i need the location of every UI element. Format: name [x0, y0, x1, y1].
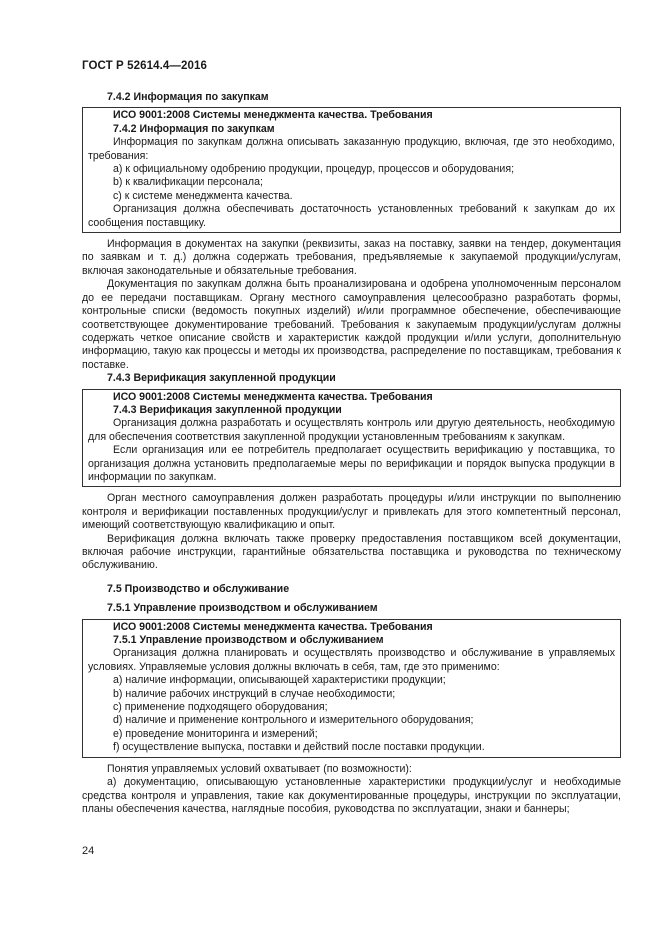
section-title-7-4-3: 7.4.3 Верификация закупленной продукции [107, 372, 336, 385]
list-item: c) применение подходящего оборудования; [113, 701, 328, 714]
iso-clause-title: 7.5.1 Управление производством и обслуживанием [113, 634, 384, 647]
paragraph: Верификация должна включать также проверку предоставления поставщиком всей документации, включая рабочие инструкции, гарантийные обязательства поставщика и руководства по техническому обслуживанию. [82, 532, 621, 572]
paragraph: Организация должна обеспечивать достаточность установленных требований к закупкам до их сообщения поставщику. [88, 203, 615, 229]
spacer [82, 573, 621, 583]
paragraph: Орган местного самоуправления должен разработать процедуры и/или инструкции по выполнению контроля и верификации поставленных продукции/услуг и привлекать для этого компетентный персонал, имеющий соответствующую квалификацию и опыт. [82, 492, 621, 532]
list-item: b) наличие рабочих инструкций в случае необходимости; [113, 687, 396, 700]
paragraph: Если организация или ее потребитель предполагает осуществить верификацию у поставщика, то организация должна установить предполагаемые меры по верификации и порядок выпуска продукции в информации по закупкам. [88, 444, 615, 483]
list-item: b) к квалификации персонала; [113, 176, 263, 189]
iso-quote-box-7-4-2 [82, 107, 621, 233]
document-id: ГОСТ Р 52614.4—2016 [82, 60, 207, 72]
list-item: a) наличие информации, описывающей характеристики продукции; [113, 674, 446, 687]
section-title-7-5: 7.5 Производство и обслуживание [107, 582, 290, 595]
iso-clause-title: 7.4.3 Верификация закупленной продукции [113, 403, 342, 416]
paragraph: Информация по закупкам должна описывать заказанную продукцию, включая, где это необходимо, требования: [88, 136, 615, 162]
iso-quote-box-7-4-3 [82, 389, 621, 488]
paragraph: a) документацию, описывающую установленные характеристики продукции/услуг и необходимые средства контроля и управления, такие как документированные процедуры, инструкции по эксплуатации, планы обеспечения качества, наглядные пособия, руководства по эксплуатации, знаки и баннеры; [82, 776, 621, 815]
paragraph: Понятия управляемых условий охватывает (по возможности): [107, 762, 412, 775]
iso-clause-title: 7.4.2 Информация по закупкам [113, 122, 275, 135]
list-item: d) наличие и применение контрольного и измерительного оборудования; [113, 714, 474, 727]
paragraph: Документация по закупкам должна быть проанализирована и одобрена уполномоченным персоналом до ее передачи поставщикам. Органу местного самоуправления целесообразно разработать формы, контрольные списки (ведомость покупных изделий) и/или программное обеспечение, обеспечивающие соответствующее документирование требований. Требования к закупаемым продукции/услугам должны содержать четкое описание свойств и характеристик каждой продукции и/или услуги, дополнительную информацию, такую как процессы и методы их производства, распределение по поставщикам, требования к поставке. [82, 278, 621, 371]
page-content [82, 91, 621, 816]
iso-standard-heading: ИСО 9001:2008 Системы менеджмента качества. Требования [113, 390, 433, 403]
list-item: c) к системе менеджмента качества. [113, 189, 293, 202]
paragraph: Организация должна планировать и осуществлять производство и обслуживание в управляемых условиях. Управляемые условия должны включать в себя, там, где это применимо: [88, 647, 615, 673]
paragraph: Информация в документах на закупки (реквизиты, заказ на поставку, заявки на тендер, документация по заявкам и т. д.) должна содержать требования, предъявляемые к закупаемой продукции/услугам, включая законодательные и обязательные требования. [82, 238, 621, 277]
list-item: e) проведение мониторинга и измерений; [113, 727, 318, 740]
paragraph: Организация должна разработать и осуществлять контроль или другую деятельность, необходимую для обеспечения соответствия закупленной продукции установленным требованиям к закупкам. [88, 417, 615, 443]
list-item: a) к официальному одобрению продукции, процедур, процессов и оборудования; [113, 163, 515, 176]
page-number: 24 [82, 845, 95, 857]
section-title-7-4-2: 7.4.2 Информация по закупкам [107, 91, 269, 103]
list-item: f) осуществление выпуска, поставки и действий после поставки продукции. [113, 741, 485, 754]
section-title-7-5-1: 7.5.1 Управление производством и обслуживанием [107, 602, 378, 615]
iso-standard-heading: ИСО 9001:2008 Системы менеджмента качества. Требования [113, 620, 433, 633]
iso-quote-box-7-5-1 [82, 619, 621, 758]
iso-standard-heading: ИСО 9001:2008 Системы менеджмента качества. Требования [113, 109, 433, 122]
